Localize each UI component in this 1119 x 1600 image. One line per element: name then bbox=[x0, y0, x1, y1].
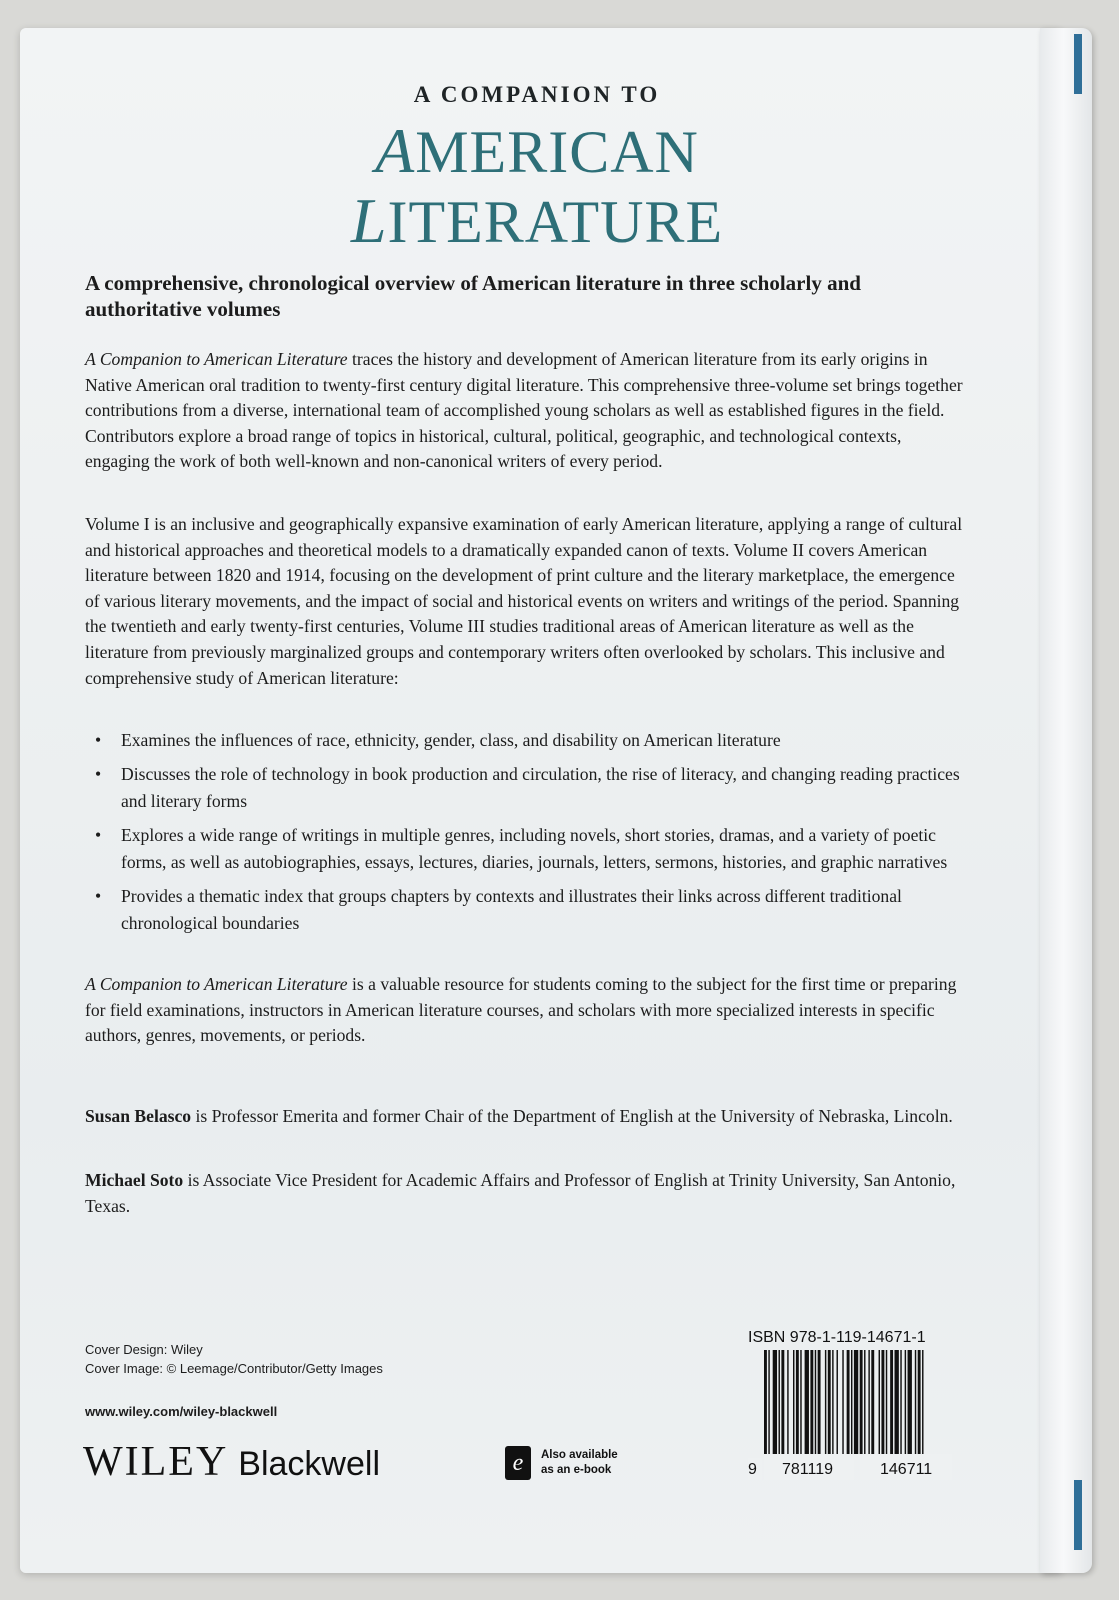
title-line-american bbox=[0, 114, 1074, 188]
book-title-italic: A Companion to American Literature bbox=[85, 349, 348, 369]
title-swash-letter: L bbox=[350, 185, 388, 256]
barcode-bar bbox=[908, 1350, 912, 1454]
barcode-bar bbox=[779, 1350, 780, 1454]
barcode-bar bbox=[918, 1350, 921, 1454]
barcode-lead-digit: 9 bbox=[748, 1461, 757, 1478]
description-paragraph-3 bbox=[85, 972, 965, 1049]
barcode-bar bbox=[828, 1350, 831, 1454]
barcode-bar bbox=[800, 1350, 801, 1454]
barcode-bar bbox=[768, 1350, 769, 1468]
ebook-icon: e bbox=[505, 1446, 531, 1480]
cover-credits bbox=[85, 1340, 383, 1378]
cover-design-credit: Cover Design: Wiley bbox=[85, 1342, 203, 1357]
list-item bbox=[85, 727, 965, 754]
spine-color-mark-bottom bbox=[1074, 1480, 1082, 1550]
barcode-bar bbox=[905, 1350, 906, 1454]
bullet-icon: • bbox=[95, 825, 102, 845]
barcode-bar bbox=[895, 1350, 899, 1454]
list-item bbox=[85, 883, 965, 937]
title-line-text: ITERATURE bbox=[387, 189, 724, 255]
barcode-bar bbox=[854, 1350, 858, 1454]
ebook-text: Also available as an e-book bbox=[541, 1449, 618, 1476]
book-title-italic: A Companion to American Literature bbox=[85, 974, 348, 994]
title-swash-letter: A bbox=[375, 115, 416, 186]
barcode-bar bbox=[837, 1350, 838, 1454]
barcode-bar bbox=[773, 1350, 777, 1454]
barcode-digit-group-1: 781119 bbox=[782, 1461, 834, 1478]
barcode-bar bbox=[879, 1350, 880, 1454]
barcode-bar bbox=[781, 1350, 784, 1454]
logo-blackwell-text: Blackwell bbox=[238, 1445, 380, 1483]
barcode-digit-group-2: 146711 bbox=[880, 1461, 933, 1478]
barcode-bar bbox=[793, 1350, 794, 1454]
barcode-bar bbox=[832, 1350, 833, 1454]
headline: A comprehensive, chronological overview of American literature in three scholarly and authoritative volumes bbox=[85, 271, 861, 321]
title-line-literature bbox=[0, 184, 1074, 258]
barcode-bar bbox=[787, 1350, 788, 1454]
barcode-bar bbox=[842, 1350, 843, 1454]
list-item-text: Examines the influences of race, ethnicity, gender, class, and disability on American literature bbox=[121, 730, 781, 750]
title-line-text: MERICAN bbox=[415, 119, 699, 185]
cover-image-credit: Cover Image: © Leemage/Contributor/Getty Images bbox=[85, 1361, 383, 1376]
ebook-notice bbox=[505, 1446, 618, 1480]
barcode-bar bbox=[796, 1350, 799, 1454]
editor-name: Susan Belasco bbox=[85, 1106, 192, 1126]
bullet-icon: • bbox=[95, 730, 102, 750]
description-paragraph-2 bbox=[85, 512, 965, 691]
paragraph-text: traces the history and development of American literature from its early origins in Native American oral tradition to twenty-first century digital literature. This comprehensive three-volume set brings together contributions from a diverse, international team of accomplished young scholars as well as established figures in the field. Contributors explore a broad range of topics in historical, cultural, political, geographic, and technological contexts, engaging the work of both well-known and non-canonical writers of every period. bbox=[85, 349, 963, 472]
barcode-bar bbox=[851, 1350, 852, 1454]
barcode-bar bbox=[886, 1350, 887, 1454]
logo-wiley-text: WILEY bbox=[83, 1439, 229, 1485]
list-item-text: Provides a thematic index that groups chapters by contexts and illustrates their links across different traditional chronological boundaries bbox=[121, 886, 902, 933]
barcode-bar bbox=[810, 1350, 813, 1454]
barcode-bar bbox=[847, 1350, 850, 1468]
editor-bio-belasco bbox=[85, 1104, 965, 1130]
editor-name: Michael Soto bbox=[85, 1170, 184, 1190]
editor-bio-text: is Professor Emerita and former Chair of the Department of English at the University of Nebraska, Lincoln. bbox=[191, 1106, 953, 1126]
bullet-icon: • bbox=[95, 886, 102, 906]
bullet-icon: • bbox=[95, 764, 102, 784]
barcode-bar bbox=[922, 1350, 923, 1468]
publisher-url: www.wiley.com/wiley-blackwell bbox=[85, 1404, 278, 1419]
spine-color-mark-top bbox=[1074, 34, 1082, 94]
list-item bbox=[85, 822, 965, 876]
barcode-bar bbox=[815, 1350, 816, 1454]
barcode-bars bbox=[764, 1350, 924, 1468]
title-pretitle: A COMPANION TO bbox=[413, 82, 661, 107]
editor-bio-text: is Associate Vice President for Academic Affairs and Professor of English at Trinity University, San Antonio, Texas. bbox=[85, 1170, 956, 1216]
barcode-bar bbox=[871, 1350, 874, 1454]
wiley-blackwell-logo bbox=[83, 1438, 380, 1488]
list-item-text: Discusses the role of technology in book production and circulation, the rise of literacy, and changing reading practices and literary forms bbox=[121, 764, 960, 811]
description-paragraph-1 bbox=[85, 347, 965, 475]
paragraph-text: Volume I is an inclusive and geographically expansive examination of early American literature, applying a range of cultural and historical approaches and theoretical models to a dramatically expanded canon of texts. Volume II covers American literature between 1820 and 1914, focusing on the development of print culture and the literary marketplace, the emergence of various literary movements, and the impact of social and historical events on writers and writings of the period. Spanning the twentieth and early twenty-first centuries, Volume III studies traditional areas of American literature as well as the literature from previously marginalized groups and contemporary writers often overlooked by scholars. This inclusive and comprehensive study of American literature: bbox=[85, 514, 963, 688]
barcode-bar bbox=[805, 1350, 809, 1454]
barcode-bar bbox=[868, 1350, 869, 1454]
isbn-barcode bbox=[748, 1350, 963, 1480]
paragraph-text: is a valuable resource for students coming to the subject for the first time or preparing for field examinations, instructors in American literature courses, and scholars with more specialized interests in specific authors, genres, movements, or periods. bbox=[85, 974, 957, 1046]
isbn-label: ISBN 978-1-119-14671-1 bbox=[748, 1329, 926, 1346]
list-item-text: Explores a wide range of writings in multiple genres, including novels, short stories, dramas, and a variety of poetic forms, as well as autobiographies, essays, lectures, diaries, journals, letters, sermons, histories, and graphic narratives bbox=[121, 825, 948, 872]
book-spine bbox=[1040, 28, 1092, 1573]
barcode-bar bbox=[764, 1350, 767, 1468]
barcode-bar bbox=[915, 1350, 916, 1454]
barcode-bar bbox=[860, 1350, 863, 1454]
editor-bio-soto bbox=[85, 1168, 965, 1219]
barcode-bar bbox=[825, 1350, 826, 1454]
feature-list bbox=[85, 727, 965, 944]
barcode-bar bbox=[900, 1350, 901, 1454]
barcode-bar bbox=[890, 1350, 893, 1454]
barcode-bar bbox=[864, 1350, 865, 1454]
list-item bbox=[85, 761, 965, 815]
barcode-bar bbox=[881, 1350, 884, 1454]
barcode-bar bbox=[818, 1350, 821, 1454]
